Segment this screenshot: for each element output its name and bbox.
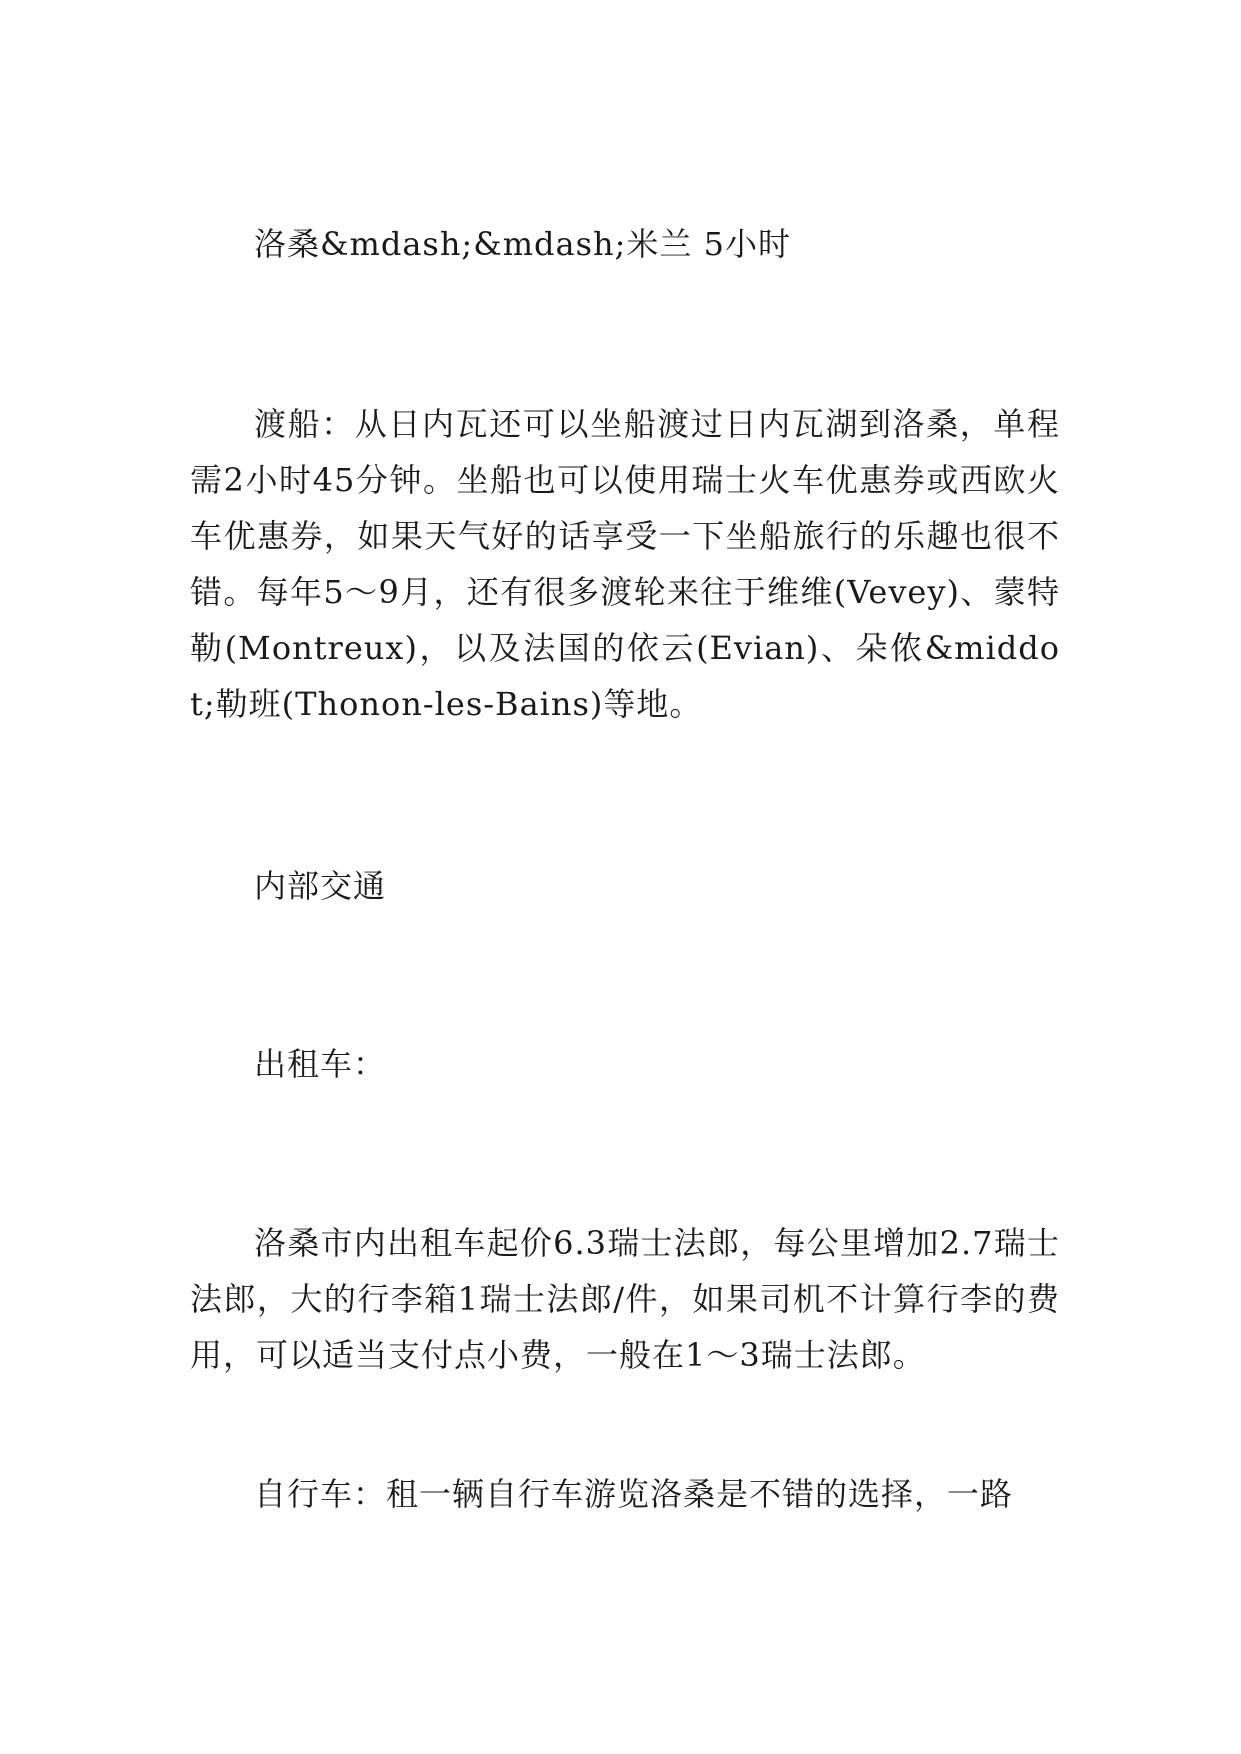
paragraph-ferry: 渡船：从日内瓦还可以坐船渡过日内瓦湖到洛桑，单程需2小时45分钟。坐船也可以使用瑞士火车优惠券或西欧火车优惠券，如果天气好的话享受一下坐船旅行的乐趣也很不错。每年5～9月，还有很多渡轮来往于维维(Vevey)、蒙特勒(Montreux)，以及法国的依云(Evian)、朵侬&middot;勒班(Thonon-les-Bains)等地。 xyxy=(190,405,1060,723)
paragraph-route-lausanne-milan: 洛桑&mdash;&mdash;米兰 5小时 xyxy=(254,225,791,263)
subheading-taxi: 出租车： xyxy=(254,1045,387,1083)
paragraph-bicycle: 自行车：租一辆自行车游览洛桑是不错的选择，一路 xyxy=(254,1475,1014,1513)
section-heading-internal-transport: 内部交通 xyxy=(254,867,387,905)
paragraph-taxi-fares: 洛桑市内出租车起价6.3瑞士法郎，每公里增加2.7瑞士法郎，大的行李箱1瑞士法郎/件，如果司机不计算行李的费用，可以适当支付点小费，一般在1～3瑞士法郎。 xyxy=(190,1224,1060,1374)
